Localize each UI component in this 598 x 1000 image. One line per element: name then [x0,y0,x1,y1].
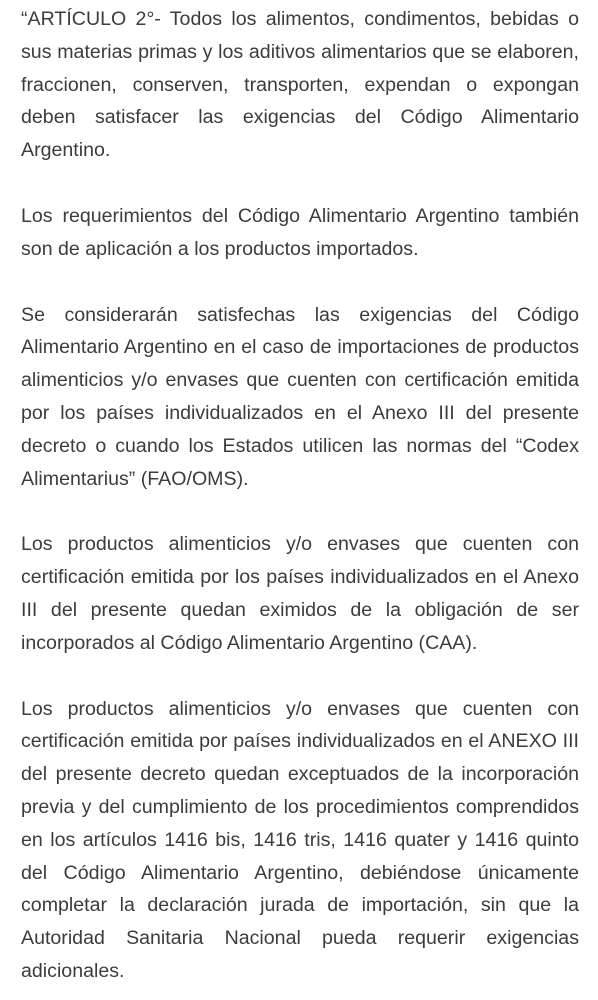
paragraph-imported-products: Los requerimientos del Código Alimentario Argentino también son de aplicación a los productos importados. [21,204,579,260]
paragraph-article-2: “ARTÍCULO 2°- Todos los alimentos, condimentos, bebidas o sus materias primas y los aditivos alimentarios que se elaboren, fraccionen, conserven, transporten, expendan o expongan deben satisfacer las exigencias del Código Alimentario Argentino. [21,8,579,162]
paragraph-certification-codex: Se considerarán satisfechas las exigencias del Código Alimentario Argentino en el caso de importaciones de productos alimenticios y/o envases que cuenten con certificación emitida por los países individualizados en el Anexo III del presente decreto o cuando los Estados utilicen las normas del “Codex Alimentarius” (FAO/OMS). [21,303,579,490]
paragraph-procedures-exemption: Los productos alimenticios y/o envases que cuenten con certificación emitida por países individualizados en el ANEXO III del presente decreto quedan exceptuados de la incorporación previa y del cumplimiento de los procedimientos comprendidos en los artículos 1416 bis, 1416 tris, 1416 quater y 1416 quinto del Código Alimentario Argentino, debiéndose únicamente completar la declaración jurada de importación, sin que la Autoridad Sanitaria Nacional pueda requerir exigencias adicionales. [21,697,579,982]
paragraph-caa-exemption: Los productos alimenticios y/o envases que cuenten con certificación emitida por los países individualizados en el Anexo III del presente quedan eximidos de la obligación de ser incorporados al Código Alimentario Argentino (CAA). [21,533,579,654]
